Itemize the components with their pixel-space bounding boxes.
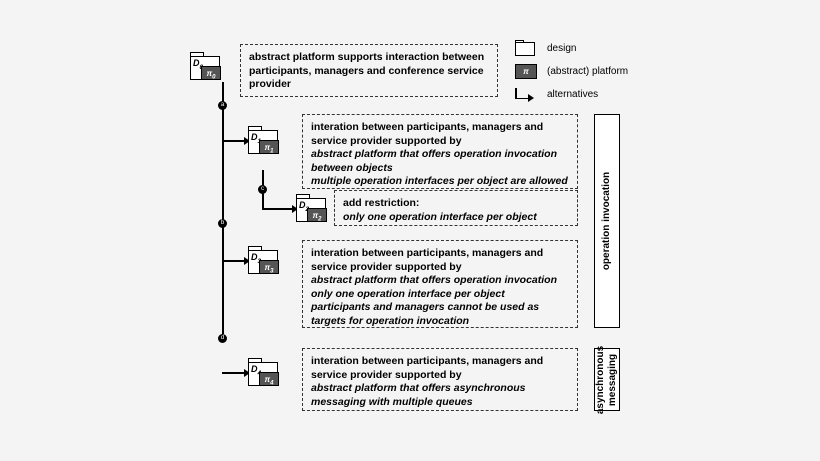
note-line: abstract platform that offers operation invocation [311,274,558,286]
platform-box-d3: $\pi_3$ [259,260,279,274]
note-line: multiple operation interfaces per object are allowed [311,175,568,187]
branch-marker-c: c [258,185,267,194]
note-line: abstract platform that offers operation invocation [311,148,558,160]
node-label-d0: D [193,58,200,68]
note-line: service provider supported by [311,368,462,381]
note-d1 [302,114,578,189]
note-line: service provider supported by [311,260,462,273]
branch-marker-a: a [218,101,227,110]
alternatives-arrow-icon [515,88,537,100]
design-node-d4[interactable] [248,358,282,388]
abstract-platform-icon: π [515,64,537,79]
legend-item-alternatives [515,88,598,100]
note-d3 [302,240,578,328]
note-line: service provider supported by [311,134,462,147]
note-line: interation between participants, managers and [311,355,544,367]
platform-box-d2: $\pi_2$ [307,208,327,222]
platform-box-d0: $\pi_0$ [201,66,221,80]
legend-label-design: design [547,43,577,54]
side-label-text: operation invocation [601,171,612,271]
note-line: participants and managers cannot be used as [311,301,540,313]
note-d4 [302,348,578,411]
node-label-d3: D [251,252,258,262]
note-line: abstract platform supports interaction between [249,51,485,63]
side-label-operation-invocation [594,114,620,328]
note-line: messaging with multiple queues [311,395,473,408]
node-label-d4: D [251,364,258,374]
note-line: interation between participants, managers and [311,121,544,133]
note-line: abstract platform that offers asynchronous [311,382,526,394]
branch-marker-d: d [218,334,227,343]
design-node-d3[interactable] [248,246,282,276]
legend-label-platform: (abstract) platform [547,66,629,77]
side-label-asynchronous-messaging [594,345,620,414]
node-label-d1: D [251,132,258,142]
platform-box-d4: $\pi_4$ [259,372,279,386]
branch-line-d2 [262,208,296,210]
side-label-text: asynchronous messaging [595,345,618,414]
design-node-d0[interactable] [190,52,224,82]
note-line: targets for operation invocation [311,314,470,327]
branch-marker-b: b [218,219,227,228]
note-line: participants, managers and conference service [249,64,484,77]
trunk-line [222,82,224,340]
design-folder-icon [515,40,537,57]
note-line: only one operation interface per object [311,287,505,300]
note-line: only one operation interface per object [343,210,537,223]
note-line: between objects [311,161,393,174]
note-line: provider [249,78,292,90]
node-label-d2: D [299,200,306,210]
legend-item-design [515,40,576,57]
note-line: add restriction: [343,197,420,209]
legend-item-platform [515,64,628,79]
legend [515,40,695,110]
note-d0 [240,44,498,97]
design-node-d2[interactable] [296,194,330,224]
platform-box-d1: $\pi_1$ [259,140,279,154]
legend-label-alternatives: alternatives [547,88,599,100]
note-d2 [334,190,578,226]
note-line: interation between participants, managers and [311,247,544,259]
design-node-d1[interactable] [248,126,282,156]
